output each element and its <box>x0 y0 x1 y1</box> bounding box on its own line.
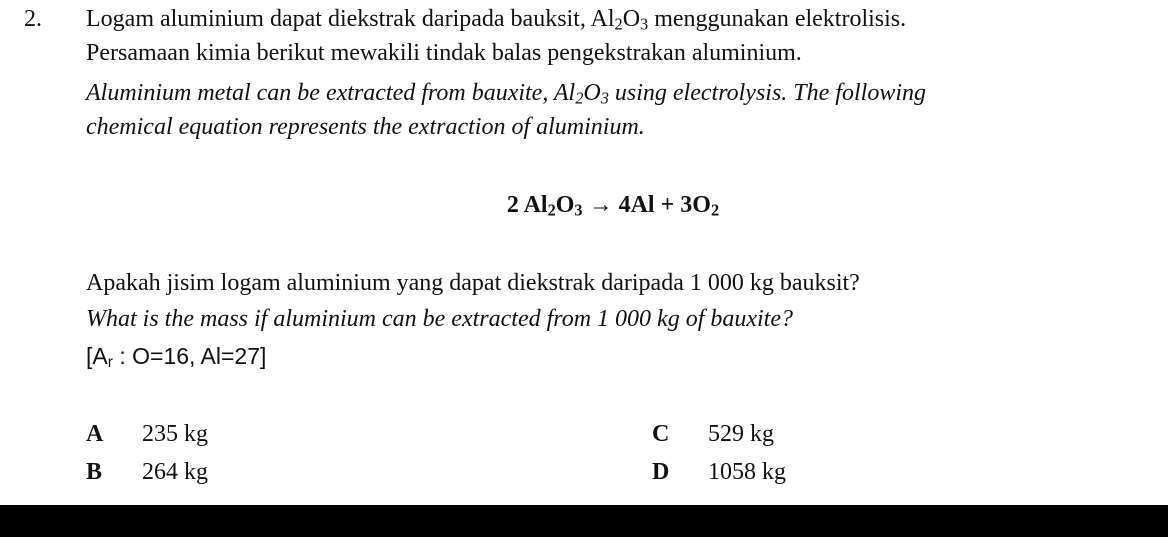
option-letter: D <box>652 459 670 485</box>
option-value: 529 kg <box>708 421 774 447</box>
intro-english-line-1: Aluminium metal can be extracted from bauxite, $Al_2O_3$ using electrolysis. The following <box>86 80 926 108</box>
option-value: 264 kg <box>142 459 208 485</box>
question-ask-english: What is the mass if aluminium can be extracted from 1 000 kg of bauxite? <box>86 306 794 332</box>
option-value: 235 kg <box>142 421 208 447</box>
intro-malay-line-2: Persamaan kimia berikut mewakili tindak balas pengekstrakan aluminium. <box>86 40 802 66</box>
question-intro-malay <box>86 2 1156 70</box>
relative-atomic-mass: [$A_r$ : O=16, Al=27] <box>86 343 267 372</box>
option-d[interactable] <box>652 455 786 489</box>
option-letter: A <box>86 421 104 447</box>
bottom-black-bar <box>0 505 1168 537</box>
question-intro-english <box>86 76 1156 144</box>
option-a[interactable] <box>86 417 208 451</box>
intro-english-line-2: chemical equation represents the extraction of aluminium. <box>86 114 645 140</box>
option-b[interactable] <box>86 455 208 489</box>
reaction-arrow: → <box>588 192 613 218</box>
question-ask-malay: Apakah jisim logam aluminium yang dapat diekstrak daripada 1 000 kg bauksit? <box>86 270 860 296</box>
chemical-equation: 2 $Al_2O_3 \to 4Al + 3O_2$ <box>506 192 720 220</box>
intro-malay-line-1: Logam aluminium dapat diekstrak daripada bauksit, $Al_2O_3$ menggunakan elektrolisis. <box>86 6 907 34</box>
option-c[interactable] <box>652 417 774 451</box>
question-number: 2. <box>24 6 42 32</box>
option-letter: C <box>652 421 670 447</box>
plus-sign: + <box>660 192 675 218</box>
option-value: 1058 kg <box>708 459 786 485</box>
option-letter: B <box>86 459 103 485</box>
